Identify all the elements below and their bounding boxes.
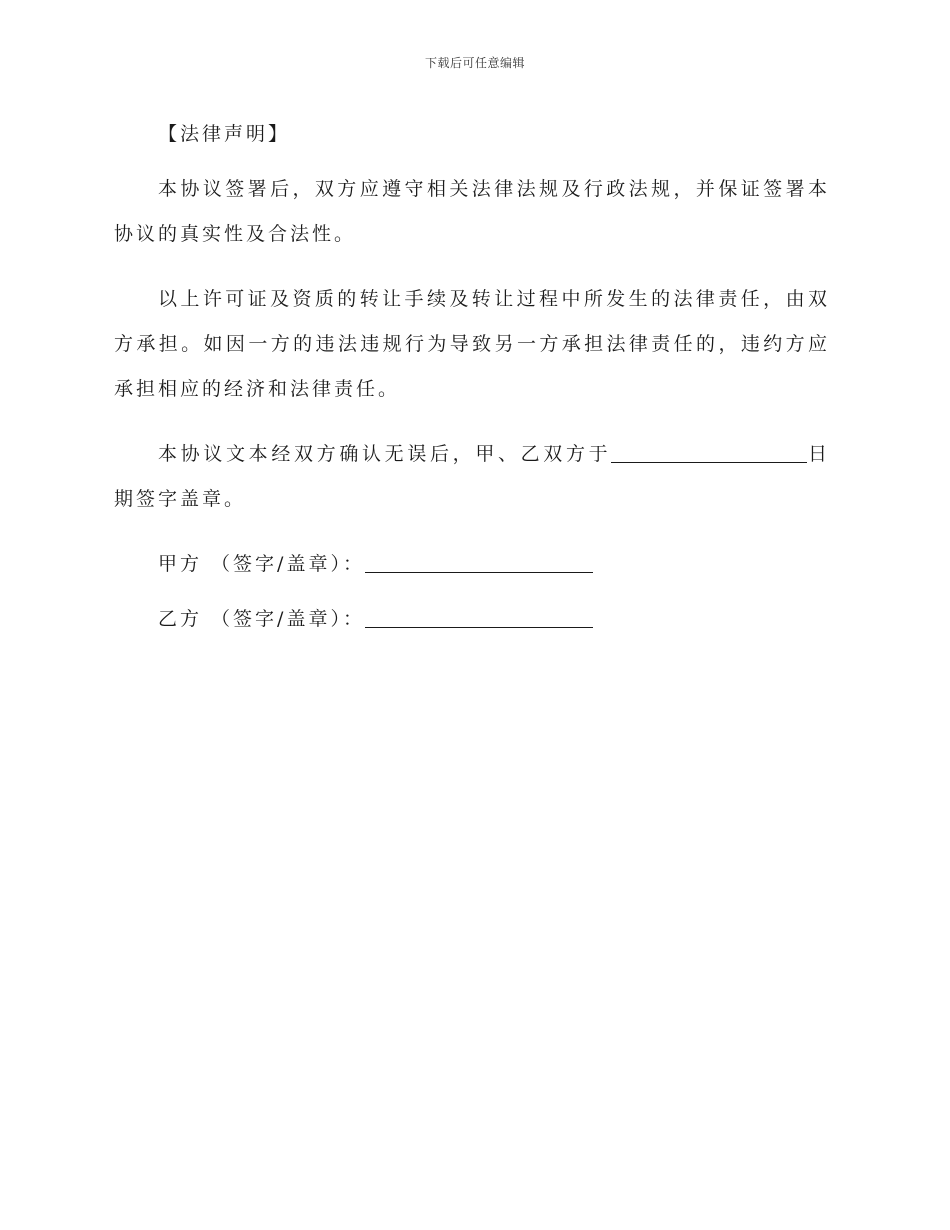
confirmation-prefix: 本协议文本经双方确认无误后，甲、乙双方于 <box>158 443 612 465</box>
confirmation-suffix: 日期签字盖章。 <box>114 443 830 510</box>
paragraph-liability: 以上许可证及资质的转让手续及转让过程中所发生的法律责任，由双方承担。如因一方的违法违规行为导致另一方承担法律责任的，违约方应承担相应的经济和法律责任。 <box>114 288 830 400</box>
document-body <box>114 112 830 652</box>
party-a-signature-row <box>114 542 830 587</box>
date-blank-line[interactable] <box>611 442 807 463</box>
party-b-label: 乙方 （签字/盖章）： <box>158 608 365 630</box>
party-a-label: 甲方 （签字/盖章）： <box>158 553 365 575</box>
party-b-signature-blank[interactable] <box>365 607 593 628</box>
page-header-note: 下载后可任意编辑 <box>424 56 525 70</box>
party-b-signature-row <box>114 597 830 642</box>
party-a-signature-blank[interactable] <box>365 552 593 573</box>
section-title: 【法律声明】 <box>158 123 291 145</box>
paragraph-compliance: 本协议签署后，双方应遵守相关法律法规及行政法规，并保证签署本协议的真实性及合法性。 <box>114 178 830 245</box>
paragraph-confirmation <box>114 432 830 522</box>
